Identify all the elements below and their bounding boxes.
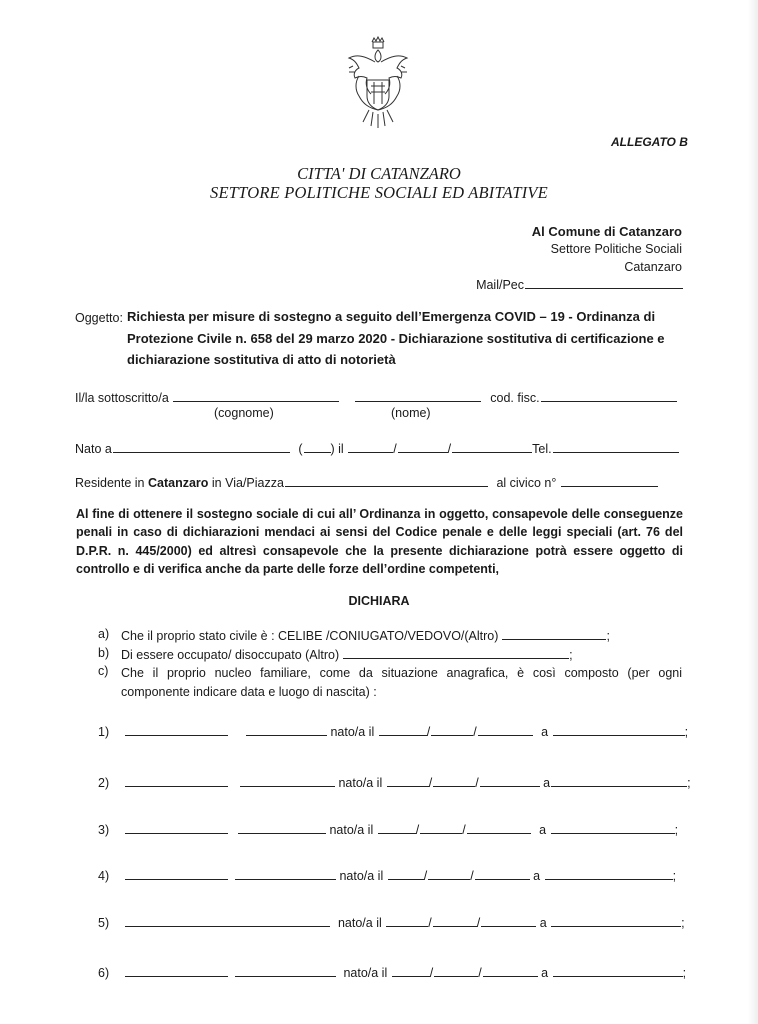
member-year-blank[interactable] xyxy=(483,964,538,977)
via-label: in Via/Piazza xyxy=(211,476,284,490)
member-place-blank[interactable] xyxy=(553,723,685,736)
member-surname-blank[interactable] xyxy=(125,867,228,880)
il-label: ) il xyxy=(330,442,344,456)
item-a-letter: a) xyxy=(98,627,110,641)
item-a-text: Che il proprio stato civile è : CELIBE /CONIUGATO/VEDOVO/(Altro) xyxy=(121,629,499,643)
member-month-blank[interactable] xyxy=(433,914,477,927)
date-slash: / xyxy=(429,966,434,980)
via-blank[interactable] xyxy=(285,474,488,487)
city-title: CITTA' DI CATANZARO xyxy=(297,164,461,183)
member-place-blank[interactable] xyxy=(551,774,687,787)
member-month-blank[interactable] xyxy=(420,821,462,834)
member-row-3 xyxy=(98,821,678,837)
recipient-name: Al Comune di Catanzaro xyxy=(531,224,682,239)
item-c-letter: c) xyxy=(98,664,109,678)
member-full-name-blank[interactable] xyxy=(125,914,330,927)
date-slash: / xyxy=(447,442,452,456)
member-day-blank[interactable] xyxy=(388,867,424,880)
date-slash: / xyxy=(428,776,433,790)
member-row-1 xyxy=(98,723,688,739)
birth-year-blank[interactable] xyxy=(452,440,532,453)
date-slash: / xyxy=(476,916,481,930)
member-semicolon: ; xyxy=(672,869,677,883)
birth-month-blank[interactable] xyxy=(398,440,448,453)
date-slash: / xyxy=(426,725,431,739)
mail-pec-label: Mail/Pec xyxy=(476,278,524,292)
member-a-label: a xyxy=(539,823,547,837)
recipient-department: Settore Politiche Sociali xyxy=(550,242,682,256)
member-month-blank[interactable] xyxy=(431,723,473,736)
member-number: 6) xyxy=(98,966,110,980)
item-b xyxy=(121,646,573,662)
codfisc-label: cod. fisc. xyxy=(490,391,540,405)
member-month-blank[interactable] xyxy=(433,774,475,787)
department-title: SETTORE POLITICHE SOCIALI ED ABITATIVE xyxy=(210,183,548,202)
item-c-text: Che il proprio nucleo familiare, come da situazione anagrafica, è così composto (per ogni componente indicare data e luogo di nascita) : xyxy=(121,666,682,699)
declaration-intro-paragraph: Al fine di ottenere il sostegno sociale di cui all’ Ordinanza in oggetto, consapevole delle conseguenze penali in caso di dichiarazioni mendaci ai sensi del Codice penale e delle leggi speciali (art. 76 del D.P.R. n. 445/2000) ed altresì consapevole che la presente dichiarazione potrà essere oggetto di controllo e di verifica anche da parte delle forze dell’ordine competenti, xyxy=(76,507,683,576)
province-blank[interactable] xyxy=(304,440,331,453)
member-row-2 xyxy=(98,774,691,790)
nome-caption: (nome) xyxy=(391,406,431,420)
member-surname-blank[interactable] xyxy=(125,964,228,977)
member-nato-label: nato/a il xyxy=(337,916,382,930)
subject-line-3: dichiarazione sostitutiva di atto di notorietà xyxy=(127,352,396,367)
item-a-semicolon: ; xyxy=(606,629,610,643)
member-surname-blank[interactable] xyxy=(125,774,228,787)
member-number: 5) xyxy=(98,916,110,930)
member-nato-label: nato/a il xyxy=(338,776,383,790)
member-place-blank[interactable] xyxy=(551,821,675,834)
member-a-label: a xyxy=(533,869,541,883)
employment-status-blank[interactable] xyxy=(343,646,569,659)
date-slash: / xyxy=(475,776,479,790)
member-month-blank[interactable] xyxy=(428,867,470,880)
member-a-label: a xyxy=(539,916,547,930)
member-row-4 xyxy=(98,867,676,883)
cognome-blank[interactable] xyxy=(173,389,339,402)
member-day-blank[interactable] xyxy=(378,821,416,834)
member-name-blank[interactable] xyxy=(238,821,326,834)
civico-label: al civico n° xyxy=(496,476,557,490)
member-a-label: a xyxy=(541,725,549,739)
province-open-paren: ( xyxy=(298,442,303,456)
residente-city: Catanzaro xyxy=(147,476,209,490)
member-year-blank[interactable] xyxy=(481,914,536,927)
member-name-blank[interactable] xyxy=(240,774,335,787)
member-year-blank[interactable] xyxy=(478,723,533,736)
member-day-blank[interactable] xyxy=(392,964,430,977)
member-semicolon: ; xyxy=(681,916,685,930)
date-slash: / xyxy=(428,916,432,930)
member-semicolon: ; xyxy=(687,776,691,790)
birthplace-blank[interactable] xyxy=(113,440,290,453)
date-slash: / xyxy=(415,823,420,837)
cognome-caption: (cognome) xyxy=(214,406,274,420)
member-number: 1) xyxy=(98,725,110,739)
date-slash: / xyxy=(423,869,428,883)
member-number: 4) xyxy=(98,869,110,883)
member-place-blank[interactable] xyxy=(553,964,683,977)
member-place-blank[interactable] xyxy=(545,867,673,880)
subject-line-2: Protezione Civile n. 658 del 29 marzo 2020 - Dichiarazione sostitutiva di certificazione e xyxy=(127,331,665,346)
member-semicolon: ; xyxy=(684,725,689,739)
member-year-blank[interactable] xyxy=(475,867,530,880)
codfisc-blank[interactable] xyxy=(541,389,677,402)
subject-line-1: Richiesta per misure di sostegno a seguito dell’Emergenza COVID – 19 - Ordinanza di xyxy=(127,309,656,324)
member-row-5 xyxy=(98,914,685,930)
mail-pec-blank[interactable] xyxy=(525,276,683,289)
member-name-blank[interactable] xyxy=(246,723,327,736)
tel-blank[interactable] xyxy=(553,440,679,453)
member-day-blank[interactable] xyxy=(379,723,427,736)
mail-pec-field[interactable] xyxy=(476,276,683,292)
allegato-label: ALLEGATO B xyxy=(611,135,688,149)
item-b-letter: b) xyxy=(98,646,110,660)
date-slash: / xyxy=(478,966,482,980)
member-number: 3) xyxy=(98,823,110,837)
member-row-6 xyxy=(98,964,686,980)
member-year-blank[interactable] xyxy=(480,774,540,787)
member-number: 2) xyxy=(98,776,110,790)
member-surname-blank[interactable] xyxy=(125,821,228,834)
sottoscritto-row xyxy=(75,389,677,405)
residente-label: Residente in xyxy=(75,476,145,490)
date-slash: / xyxy=(462,823,466,837)
page-edge-shadow xyxy=(748,0,758,1024)
member-nato-label: nato/a il xyxy=(329,823,374,837)
member-year-blank[interactable] xyxy=(467,821,531,834)
member-semicolon: ; xyxy=(674,823,679,837)
date-slash: / xyxy=(393,442,397,456)
member-place-blank[interactable] xyxy=(551,914,681,927)
member-name-blank[interactable] xyxy=(235,867,336,880)
date-slash: / xyxy=(470,869,474,883)
member-name-blank[interactable] xyxy=(235,964,336,977)
member-nato-label: nato/a il xyxy=(330,725,375,739)
member-nato-label: nato/a il xyxy=(343,966,388,980)
member-a-label: a xyxy=(541,966,549,980)
item-b-semicolon: ; xyxy=(569,648,573,662)
date-slash: / xyxy=(473,725,477,739)
tel-label: Tel. xyxy=(532,442,552,456)
member-surname-blank[interactable] xyxy=(125,723,228,736)
marital-status-blank[interactable] xyxy=(502,627,606,640)
coat-of-arms-emblem xyxy=(345,36,411,132)
member-month-blank[interactable] xyxy=(434,964,478,977)
subject-label: Oggetto: xyxy=(75,311,123,325)
nato-label: Nato a xyxy=(75,442,112,456)
civico-blank[interactable] xyxy=(561,474,658,487)
recipient-city: Catanzaro xyxy=(624,260,682,274)
birth-day-blank[interactable] xyxy=(348,440,393,453)
member-day-blank[interactable] xyxy=(386,914,428,927)
nato-row xyxy=(75,440,679,456)
member-a-label: a xyxy=(543,776,551,790)
member-semicolon: ; xyxy=(682,966,687,980)
item-b-text: Di essere occupato/ disoccupato (Altro) xyxy=(121,648,340,662)
sottoscritto-label: Il/la sottoscritto/a xyxy=(75,391,169,405)
residente-row xyxy=(75,474,658,490)
dichiara-heading: DICHIARA xyxy=(348,594,410,608)
nome-blank[interactable] xyxy=(355,389,481,402)
member-day-blank[interactable] xyxy=(387,774,429,787)
item-a xyxy=(121,627,610,643)
member-nato-label: nato/a il xyxy=(339,869,384,883)
